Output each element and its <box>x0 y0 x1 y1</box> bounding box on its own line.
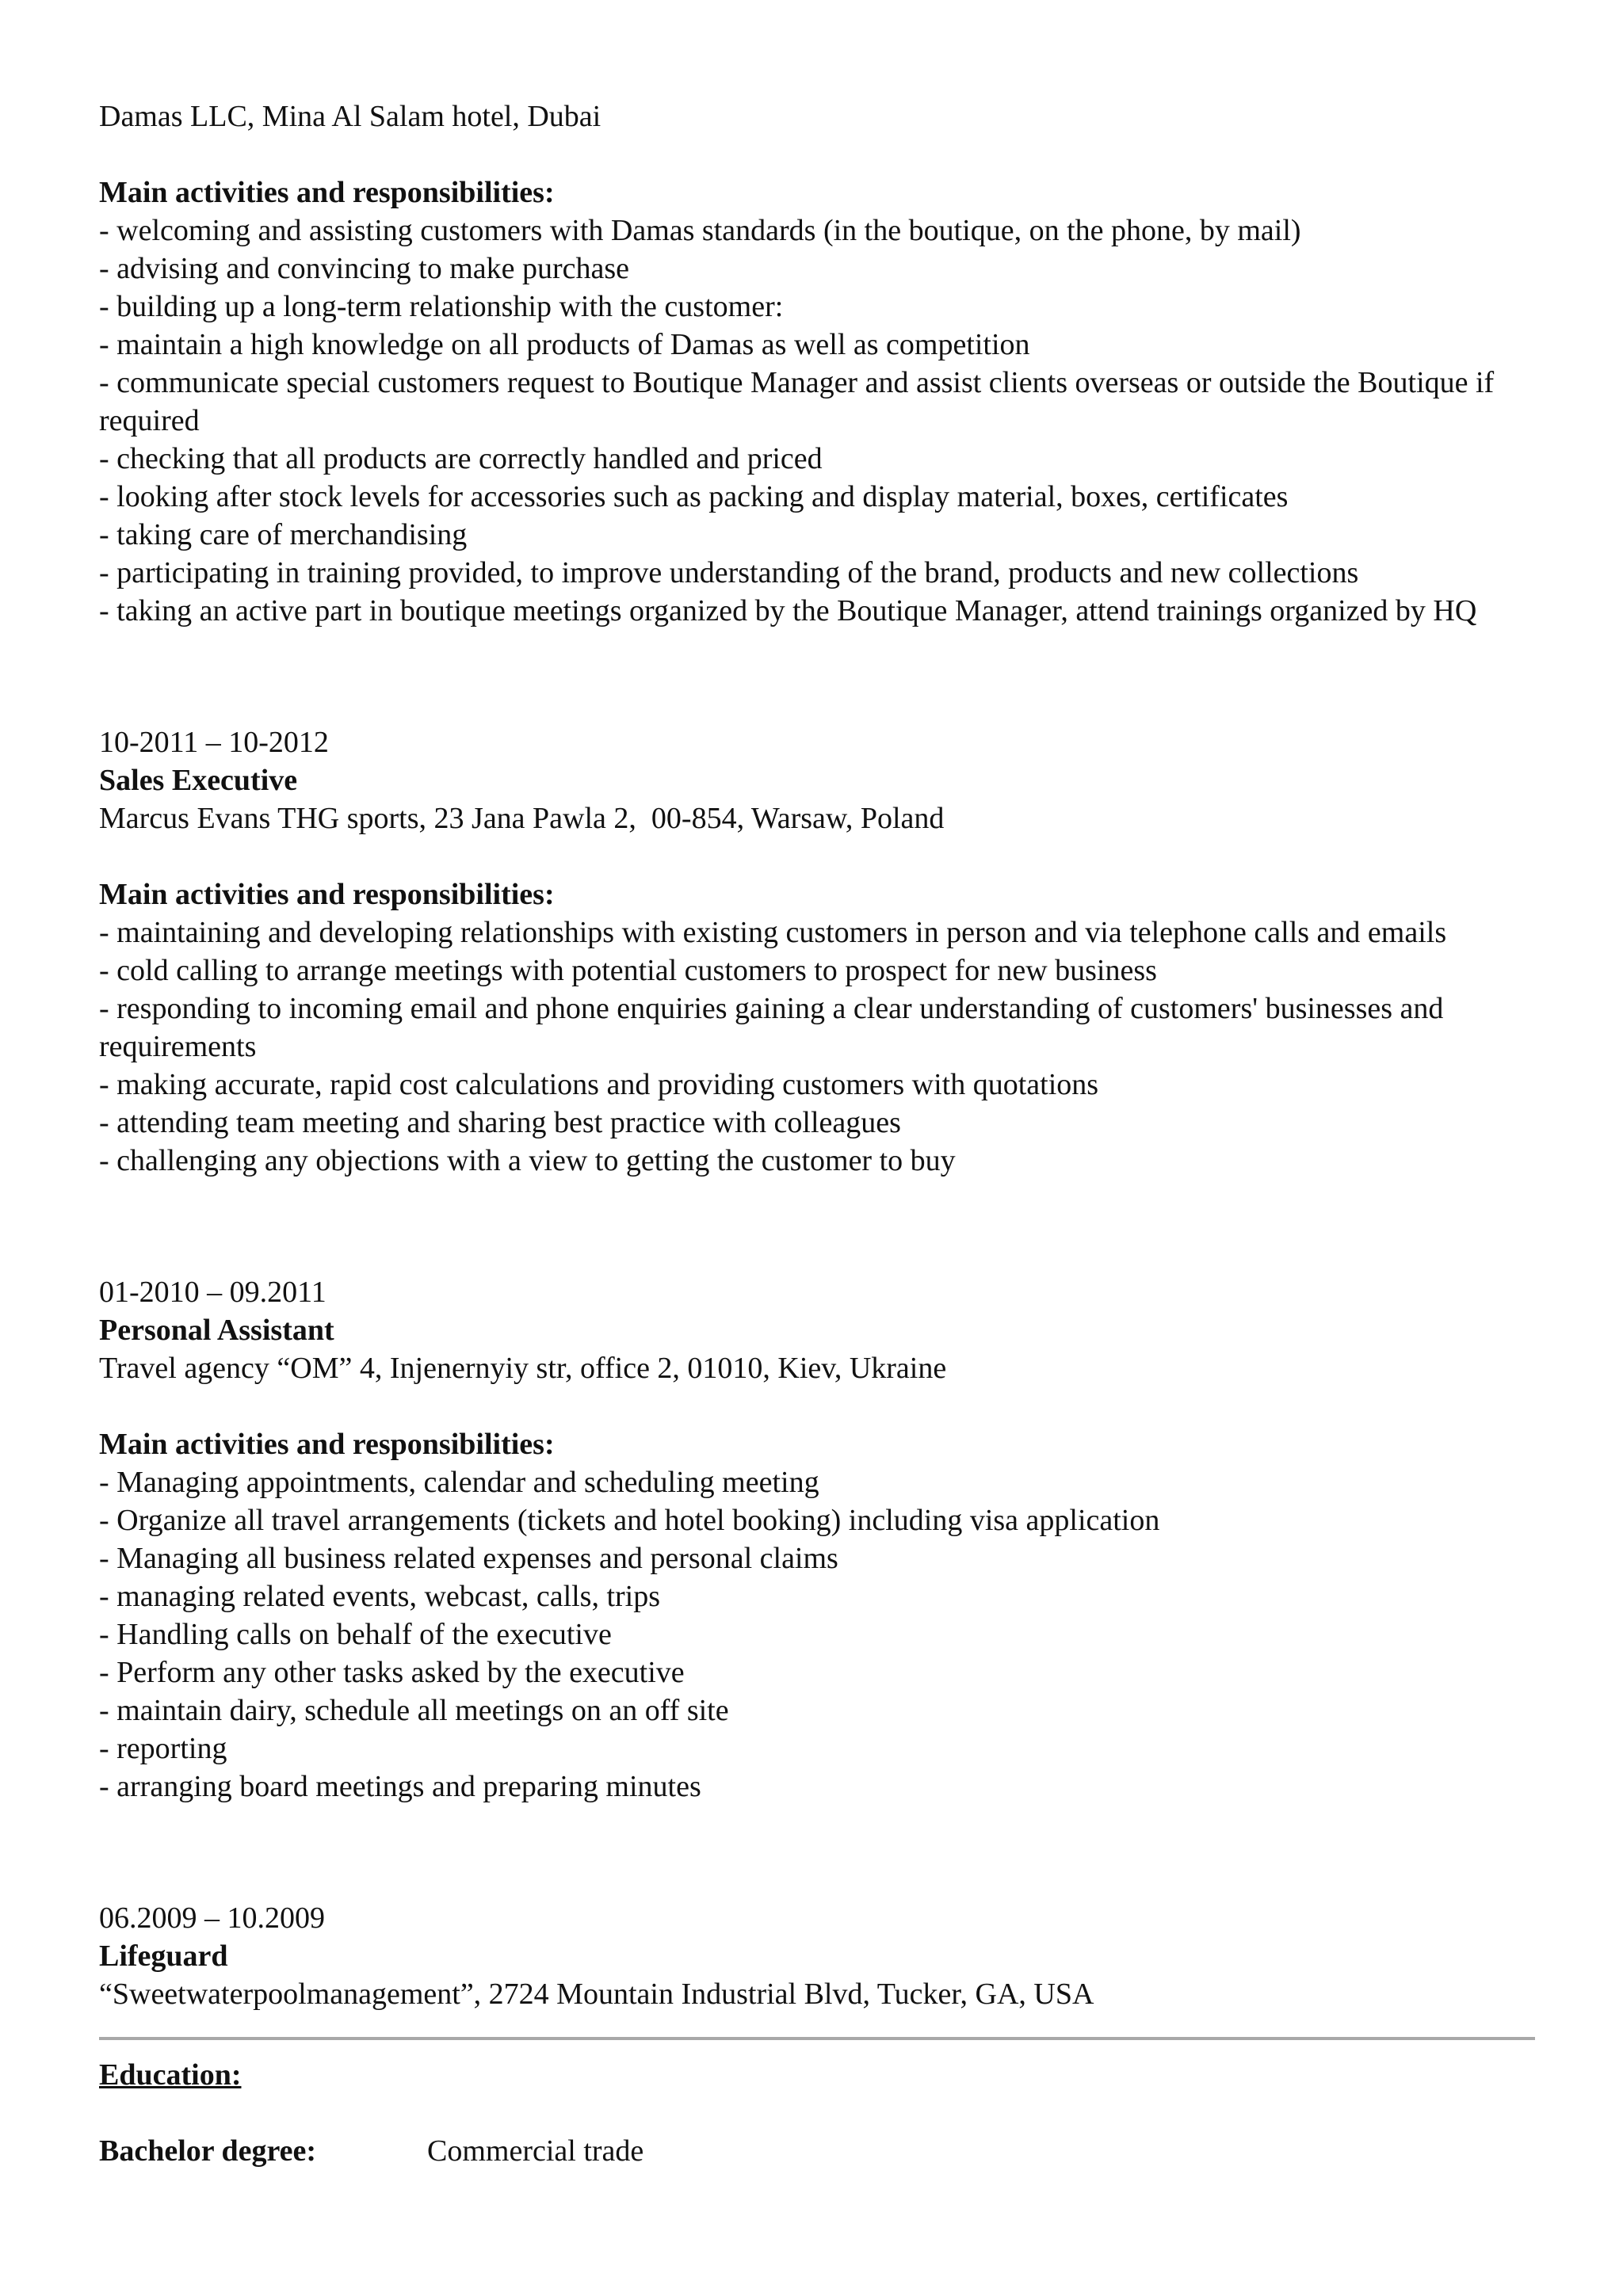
job-title: Personal Assistant <box>99 1314 334 1347</box>
list-item: - communicate special customers request to Boutique Manager and assist clients overseas or outside the Boutique if required <box>99 366 1495 437</box>
list-item: - Perform any other tasks asked by the executive <box>99 1656 685 1689</box>
list-item: - looking after stock levels for accessories such as packing and display material, boxes, certificates <box>99 480 1289 513</box>
degree-value: Commercial trade <box>427 2134 644 2168</box>
resume-page <box>99 97 1541 2170</box>
responsibilities-heading: Main activities and responsibilities: <box>99 1428 555 1461</box>
list-item: - arranging board meetings and preparing minutes <box>99 1770 701 1803</box>
education-heading: Education: <box>99 2058 242 2092</box>
responsibilities-list <box>99 913 1541 1180</box>
job-lifeguard <box>99 1899 1541 2013</box>
list-item: - managing related events, webcast, calls, trips <box>99 1580 661 1613</box>
list-item: - maintain a high knowledge on all products of Damas as well as competition <box>99 328 1030 361</box>
list-item: - Organize all travel arrangements (tickets and hotel booking) including visa application <box>99 1504 1160 1537</box>
list-item: - Managing appointments, calendar and scheduling meeting <box>99 1466 819 1499</box>
job-dates: 01-2010 – 09.2011 <box>99 1276 327 1309</box>
list-item: - taking an active part in boutique meetings organized by the Boutique Manager, attend trainings organized by HQ <box>99 594 1477 627</box>
list-item: - participating in training provided, to improve understanding of the brand, products and new collections <box>99 556 1359 589</box>
job-company: Damas LLC, Mina Al Salam hotel, Dubai <box>99 100 601 133</box>
list-item: - advising and convincing to make purchase <box>99 252 630 285</box>
job-dates: 06.2009 – 10.2009 <box>99 1901 325 1935</box>
responsibilities-heading: Main activities and responsibilities: <box>99 176 555 209</box>
list-item: - welcoming and assisting customers with Damas standards (in the boutique, on the phone, by mail) <box>99 214 1301 247</box>
responsibilities-heading: Main activities and responsibilities: <box>99 878 555 911</box>
list-item: - responding to incoming email and phone enquiries gaining a clear understanding of customers' businesses and requirements <box>99 992 1444 1063</box>
job-personal-assistant <box>99 1273 1541 1806</box>
section-divider <box>99 2037 1535 2040</box>
list-item: - Managing all business related expenses and personal claims <box>99 1542 838 1575</box>
list-item: - building up a long-term relationship with the customer: <box>99 290 784 323</box>
job-damas <box>99 97 1541 630</box>
job-title: Sales Executive <box>99 764 298 797</box>
job-company: Marcus Evans THG sports, 23 Jana Pawla 2, 00-854, Warsaw, Poland <box>99 802 945 835</box>
list-item: - challenging any objections with a view to getting the customer to buy <box>99 1144 956 1177</box>
job-title: Lifeguard <box>99 1939 228 1973</box>
list-item: - maintain dairy, schedule all meetings on an off site <box>99 1694 729 1727</box>
education-row <box>99 2132 1541 2170</box>
job-dates: 10-2011 – 10-2012 <box>99 726 329 759</box>
job-company: Travel agency “OM” 4, Injenernyiy str, office 2, 01010, Kiev, Ukraine <box>99 1352 947 1385</box>
list-item: - reporting <box>99 1732 227 1765</box>
education-section <box>99 2045 1541 2170</box>
responsibilities-list <box>99 212 1541 630</box>
list-item: - Handling calls on behalf of the executive <box>99 1618 612 1651</box>
list-item: - taking care of merchandising <box>99 518 468 551</box>
list-item: - maintaining and developing relationships with existing customers in person and via telephone calls and emails <box>99 916 1447 949</box>
job-sales-executive <box>99 723 1541 1180</box>
responsibilities-list <box>99 1463 1541 1806</box>
list-item: - attending team meeting and sharing best practice with colleagues <box>99 1106 901 1139</box>
degree-label: Bachelor degree: <box>99 2134 317 2168</box>
list-item: - checking that all products are correctly handled and priced <box>99 442 823 475</box>
list-item: - cold calling to arrange meetings with potential customers to prospect for new business <box>99 954 1157 987</box>
list-item: - making accurate, rapid cost calculations and providing customers with quotations <box>99 1068 1099 1101</box>
job-company: “Sweetwaterpoolmanagement”, 2724 Mountain Industrial Blvd, Tucker, GA, USA <box>99 1978 1094 2011</box>
